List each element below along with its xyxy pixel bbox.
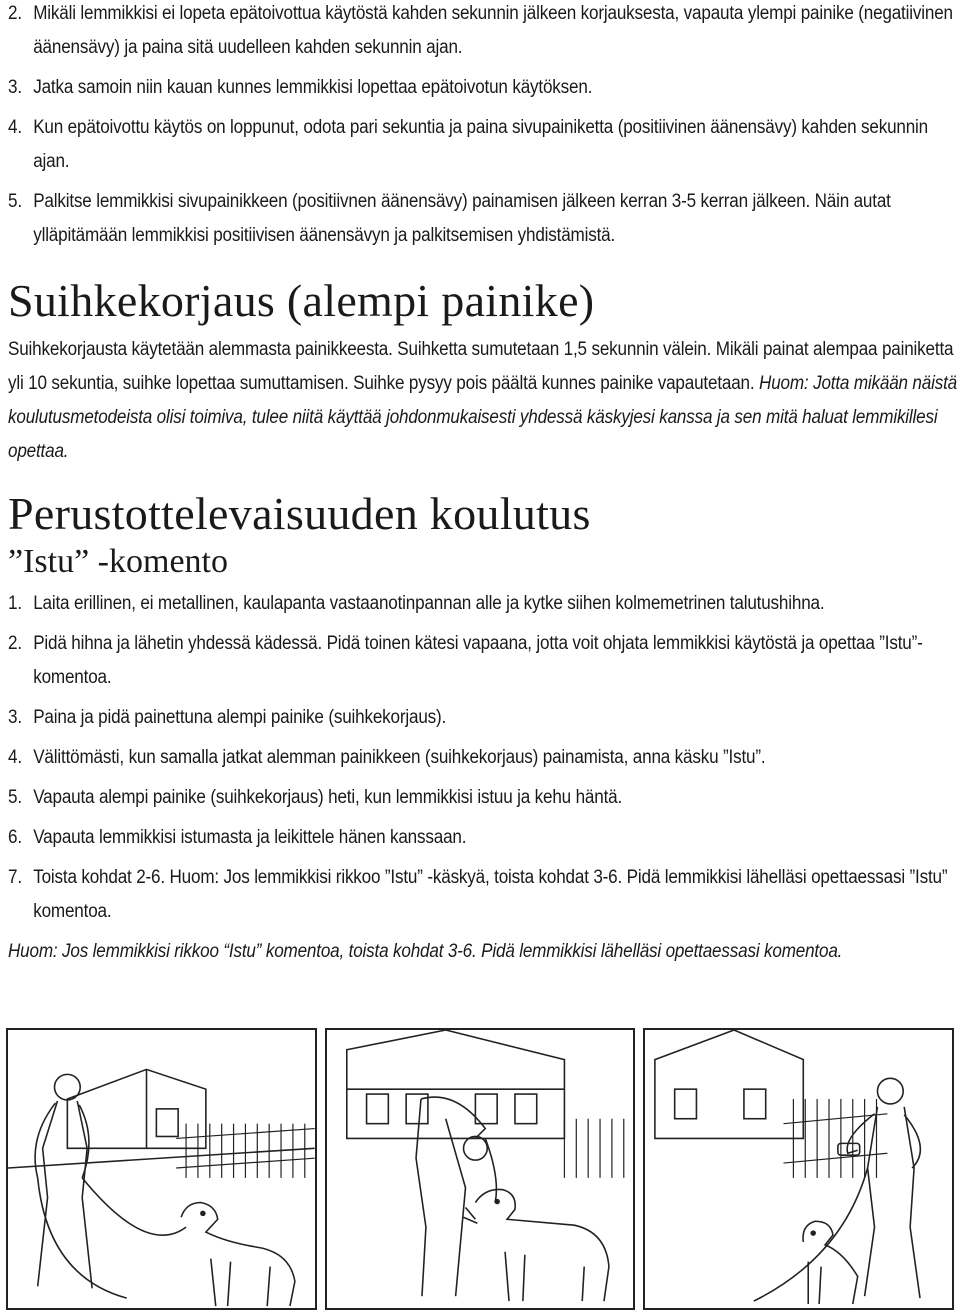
step-number: 5. <box>8 787 22 808</box>
list-item <box>8 741 960 775</box>
list-item <box>8 111 960 179</box>
illustration-man-with-transmitter <box>643 1028 954 1310</box>
step-number: 4. <box>8 747 22 768</box>
illustration-drawing <box>645 1030 952 1308</box>
sit-command-subheading: ”Istu” -komento <box>8 543 228 580</box>
step-number: 3. <box>8 707 22 728</box>
sit-steps-list <box>8 587 960 929</box>
top-steps-block <box>8 0 960 253</box>
step-text: Paina ja pidä painettuna alempi painike (suihkekorjaus). <box>33 707 447 728</box>
list-item <box>8 0 960 65</box>
list-item <box>8 71 960 105</box>
step-text: Kun epätoivottu käytös on loppunut, odota pari sekuntia ja paina sivupainiketta (positiivinen äänensävy) kahden sekunnin ajan. <box>33 117 929 172</box>
illustration-drawing <box>8 1030 315 1308</box>
step-number: 5. <box>8 191 22 212</box>
step-number: 3. <box>8 77 22 98</box>
spray-note: Huom: Jotta mikään näistä koulutusmetodeista olisi toimiva, tulee niitä käyttää johdonmukaisesti yhdessä käskyjesi kanssa ja sen mitä haluat lemmikillesi opettaa. <box>8 373 957 462</box>
illustration-man-bending-over-dog <box>325 1028 636 1310</box>
spray-section-heading: Suihkekorjaus (alempi painike) <box>8 275 595 326</box>
step-text: Mikäli lemmikkisi ei lopeta epätoivottua käytöstä kahden sekunnin jälkeen korjauksesta, vapauta ylempi painike (negatiivinen äänensävy) ja paina sitä uudelleen kahden sekunnin ajan. <box>33 3 953 58</box>
step-text: Vapauta alempi painike (suihkekorjaus) heti, kun lemmikkisi istuu ja kehu häntä. <box>33 787 623 808</box>
step-text: Pidä hihna ja lähetin yhdessä kädessä. Pidä toinen kätesi vapaana, jotta voit ohjata lemmikkisi käytöstä ja opettaa ”Istu”-komentoa. <box>33 633 923 688</box>
step-number: 4. <box>8 117 22 138</box>
spray-description: Suihkekorjausta käytetään alemmasta painikkeesta. Suihketta sumutetaan 1,5 sekunnin välein. Mikäli painat alempaa painiketta yli 10 sekuntia, suihke lopettaa sumuttamisen. Suihke pysyy pois päältä kunnes painike vapautetaan. <box>8 339 954 394</box>
list-item <box>8 185 960 253</box>
list-item <box>8 861 960 929</box>
step-text: Palkitse lemmikkisi sivupainikkeen (positiivnen äänensävy) painamisen jälkeen kerran 3-5 kerran jälkeen. Näin autat ylläpitämään lemmikkisi positiivisen äänensävyn ja palkitsemisen yhdistämistä. <box>33 191 891 246</box>
illustration-row <box>6 1028 954 1310</box>
step-number: 2. <box>8 633 22 654</box>
spray-section-text <box>8 333 960 469</box>
top-steps-list <box>8 0 960 253</box>
list-item <box>8 587 960 621</box>
step-text: Välittömästi, kun samalla jatkat alemman painikkeen (suihkekorjaus) painamista, anna käsku ”Istu”. <box>33 747 766 768</box>
step-number: 1. <box>8 593 22 614</box>
list-item <box>8 781 960 815</box>
sit-steps-block <box>8 587 960 969</box>
list-item <box>8 627 960 695</box>
illustration-drawing <box>327 1030 634 1308</box>
step-text: Vapauta lemmikkisi istumasta ja leikittele hänen kanssaan. <box>33 827 467 848</box>
step-number: 6. <box>8 827 22 848</box>
step-number: 7. <box>8 867 22 888</box>
list-item <box>8 701 960 735</box>
basic-training-heading: Perustottelevaisuuden koulutus <box>8 488 591 539</box>
sit-command-note: Huom: Jos lemmikkisi rikkoo “Istu” komentoa, toista kohdat 3-6. Pidä lemmikkisi lähelläsi opettaessasi komentoa. <box>8 941 843 962</box>
step-number: 2. <box>8 3 22 24</box>
step-text: Toista kohdat 2-6. Huom: Jos lemmikkisi rikkoo ”Istu” -käskyä, toista kohdat 3-6. Pidä lemmikkisi lähelläsi opettaessasi ”Istu” komentoa. <box>33 867 948 922</box>
illustration-man-with-leash <box>6 1028 317 1310</box>
step-text: Jatka samoin niin kauan kunnes lemmikkisi lopettaa epätoivotun käytöksen. <box>33 77 593 98</box>
list-item <box>8 821 960 855</box>
step-text: Laita erillinen, ei metallinen, kaulapanta vastaanotinpannan alle ja kytke siihen kolmemetrinen talutushihna. <box>33 593 825 614</box>
